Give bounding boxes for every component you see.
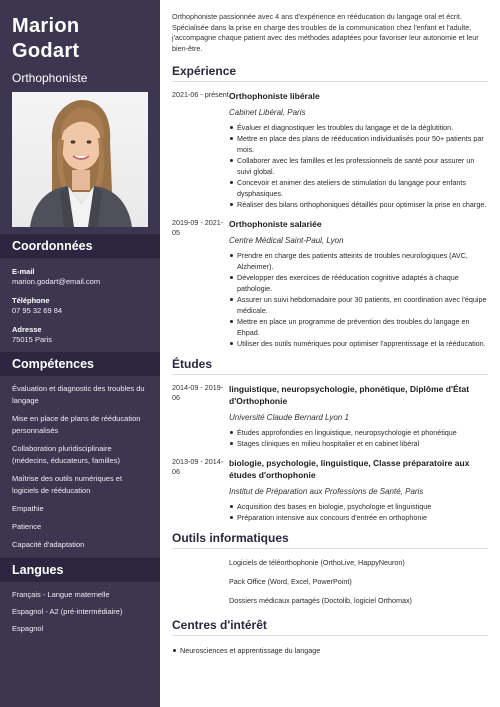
- profile-photo: [12, 92, 148, 227]
- entry-title: Orthophoniste salariée: [229, 219, 322, 230]
- interest-item: Neurosciences et apprentissage du langage: [172, 645, 488, 656]
- entry-bullets: [229, 427, 488, 449]
- language-item: Espagnol: [12, 624, 44, 633]
- language-item: Espagnol - A2 (pré-intermédiaire): [12, 607, 123, 616]
- main-content: [172, 0, 488, 656]
- phone-value[interactable]: 07 95 32 69 84: [12, 306, 63, 315]
- entry-date: 2014-09 - 2019-06: [172, 383, 224, 403]
- skill-item: Collaboration pluridisciplinaire (médecins, éducateurs, familles): [12, 444, 120, 465]
- languages-heading: Langues: [0, 558, 160, 582]
- entry-bullets: [229, 501, 488, 523]
- language-item: Français - Langue maternelle: [12, 590, 110, 599]
- interests-list: [172, 645, 488, 656]
- profile-summary: Orthophoniste passionnée avec 4 ans d'expérience en rééducation du langage oral et écrit. Spécialisée dans la prise en charge des troubles de la communication chez l'enfant et l'adulte, j'accompagne chaque patient avec des méthodes adaptées pour favoriser leur autonomie et leur bien-être.: [172, 12, 479, 53]
- email-label: E-mail: [12, 267, 35, 276]
- education-heading: Études: [172, 357, 488, 375]
- bullet-item: Concevoir et animer des ateliers de stimulation du langage pour enfants dysphasiques.: [229, 177, 488, 199]
- languages-section: [0, 582, 160, 634]
- tool-item: Pack Office (Word, Excel, PowerPoint): [229, 577, 352, 587]
- entry-organization: Institut de Préparation aux Professions de Santé, Paris: [229, 487, 424, 497]
- experience-heading: Expérience: [172, 64, 488, 82]
- entry-date: 2019-09 - 2021-05: [172, 218, 224, 238]
- contact-phone: [12, 296, 148, 316]
- experience-entry: [172, 90, 488, 210]
- interests-heading: Centres d'intérêt: [172, 618, 488, 636]
- tool-item: Dossiers médicaux partagés (Doctolib, logiciel Orthomax): [229, 596, 412, 606]
- entry-bullets: [229, 250, 488, 349]
- entry-body: [229, 457, 488, 523]
- address-value: 75015 Paris: [12, 335, 53, 344]
- experience-entry: [172, 218, 488, 349]
- contact-section: [0, 258, 160, 345]
- address-label: Adresse: [12, 325, 42, 334]
- skills-section: [0, 376, 160, 551]
- skill-item: Capacité d'adaptation: [12, 540, 85, 549]
- skill-item: Mise en place de plans de rééducation personnalisés: [12, 414, 141, 435]
- entry-organization: Cabinet Libéral, Paris: [229, 108, 306, 118]
- entry-body: [229, 218, 488, 349]
- bullet-item: Préparation intensive aux concours d'entrée en orthophonie: [229, 512, 488, 523]
- entry-bullets: [229, 122, 488, 210]
- skill-item: Empathie: [12, 504, 44, 513]
- bullet-item: Assurer un suivi hebdomadaire pour 30 patients, en coordination avec l'équipe médicale.: [229, 294, 488, 316]
- phone-label: Téléphone: [12, 296, 50, 305]
- bullet-item: Stages cliniques en milieu hospitalier et en cabinet libéral: [229, 438, 488, 449]
- bullet-item: Études approfondies en linguistique, neuropsychologie et phonétique: [229, 427, 488, 438]
- tools-section: [172, 531, 488, 606]
- bullet-item: Acquisition des bases en biologie, psychologie et linguistique: [229, 501, 488, 512]
- skill-item: Patience: [12, 522, 42, 531]
- portrait-illustration: [12, 92, 148, 227]
- education-entry: [172, 457, 488, 523]
- experience-section: [172, 64, 488, 349]
- interests-section: [172, 618, 488, 656]
- entry-title: biologie, psychologie, linguistique, Classe préparatoire aux études d'orthophonie: [229, 458, 470, 481]
- entry-body: [229, 383, 488, 449]
- entry-date: 2021-06 - présent: [172, 90, 229, 100]
- bullet-item: Collaborer avec les familles et les professionnels de santé pour assurer un suivi global.: [229, 155, 488, 177]
- contact-address: [12, 325, 148, 345]
- education-section: [172, 357, 488, 523]
- bullet-item: Prendre en charge des patients atteints de troubles neurologiques (AVC, Alzheimer).: [229, 250, 488, 272]
- entry-organization: Université Claude Bernard Lyon 1: [229, 413, 349, 423]
- email-value[interactable]: marion.godart@email.com: [12, 277, 101, 286]
- skill-item: Évaluation et diagnostic des troubles du langage: [12, 384, 145, 405]
- bullet-item: Développer des exercices de rééducation cognitive adaptés à chaque pathologie.: [229, 272, 488, 294]
- bullet-item: Utiliser des outils numériques pour optimiser l'apprentissage et la rééducation.: [229, 338, 488, 349]
- last-name: Godart: [12, 40, 80, 62]
- entry-date: 2013-09 - 2014-06: [172, 457, 224, 477]
- entry-title: linguistique, neuropsychologie, phonétique, Diplôme d'État d'Orthophonie: [229, 384, 470, 407]
- tools-heading: Outils informatiques: [172, 531, 488, 549]
- tool-item: Logiciels de téléorthophonie (OrthoLive, HappyNeuron): [229, 558, 405, 568]
- entry-title: Orthophoniste libérale: [229, 91, 320, 102]
- entry-body: [229, 90, 488, 210]
- skills-heading: Compétences: [0, 352, 160, 376]
- contact-email: [12, 267, 148, 287]
- sidebar: [0, 0, 160, 707]
- entry-organization: Centre Médical Saint-Paul, Lyon: [229, 236, 344, 246]
- bullet-item: Réaliser des bilans orthophoniques détaillés pour optimiser la prise en charge.: [229, 199, 488, 210]
- bullet-item: Évaluer et diagnostiquer les troubles du langage et de la déglutition.: [229, 122, 488, 133]
- bullet-item: Mettre en place des plans de rééducation individualisés pour 50+ patients par mois.: [229, 133, 488, 155]
- profile-name: [0, 0, 160, 64]
- profile-role: Orthophoniste: [12, 71, 88, 85]
- bullet-item: Mettre en place un programme de prévention des troubles du langage en Ehpad.: [229, 316, 488, 338]
- contact-heading: Coordonnées: [0, 234, 160, 258]
- education-entry: [172, 383, 488, 449]
- first-name: Marion: [12, 15, 80, 37]
- skill-item: Maîtrise des outils numériques et logiciels de rééducation: [12, 474, 123, 495]
